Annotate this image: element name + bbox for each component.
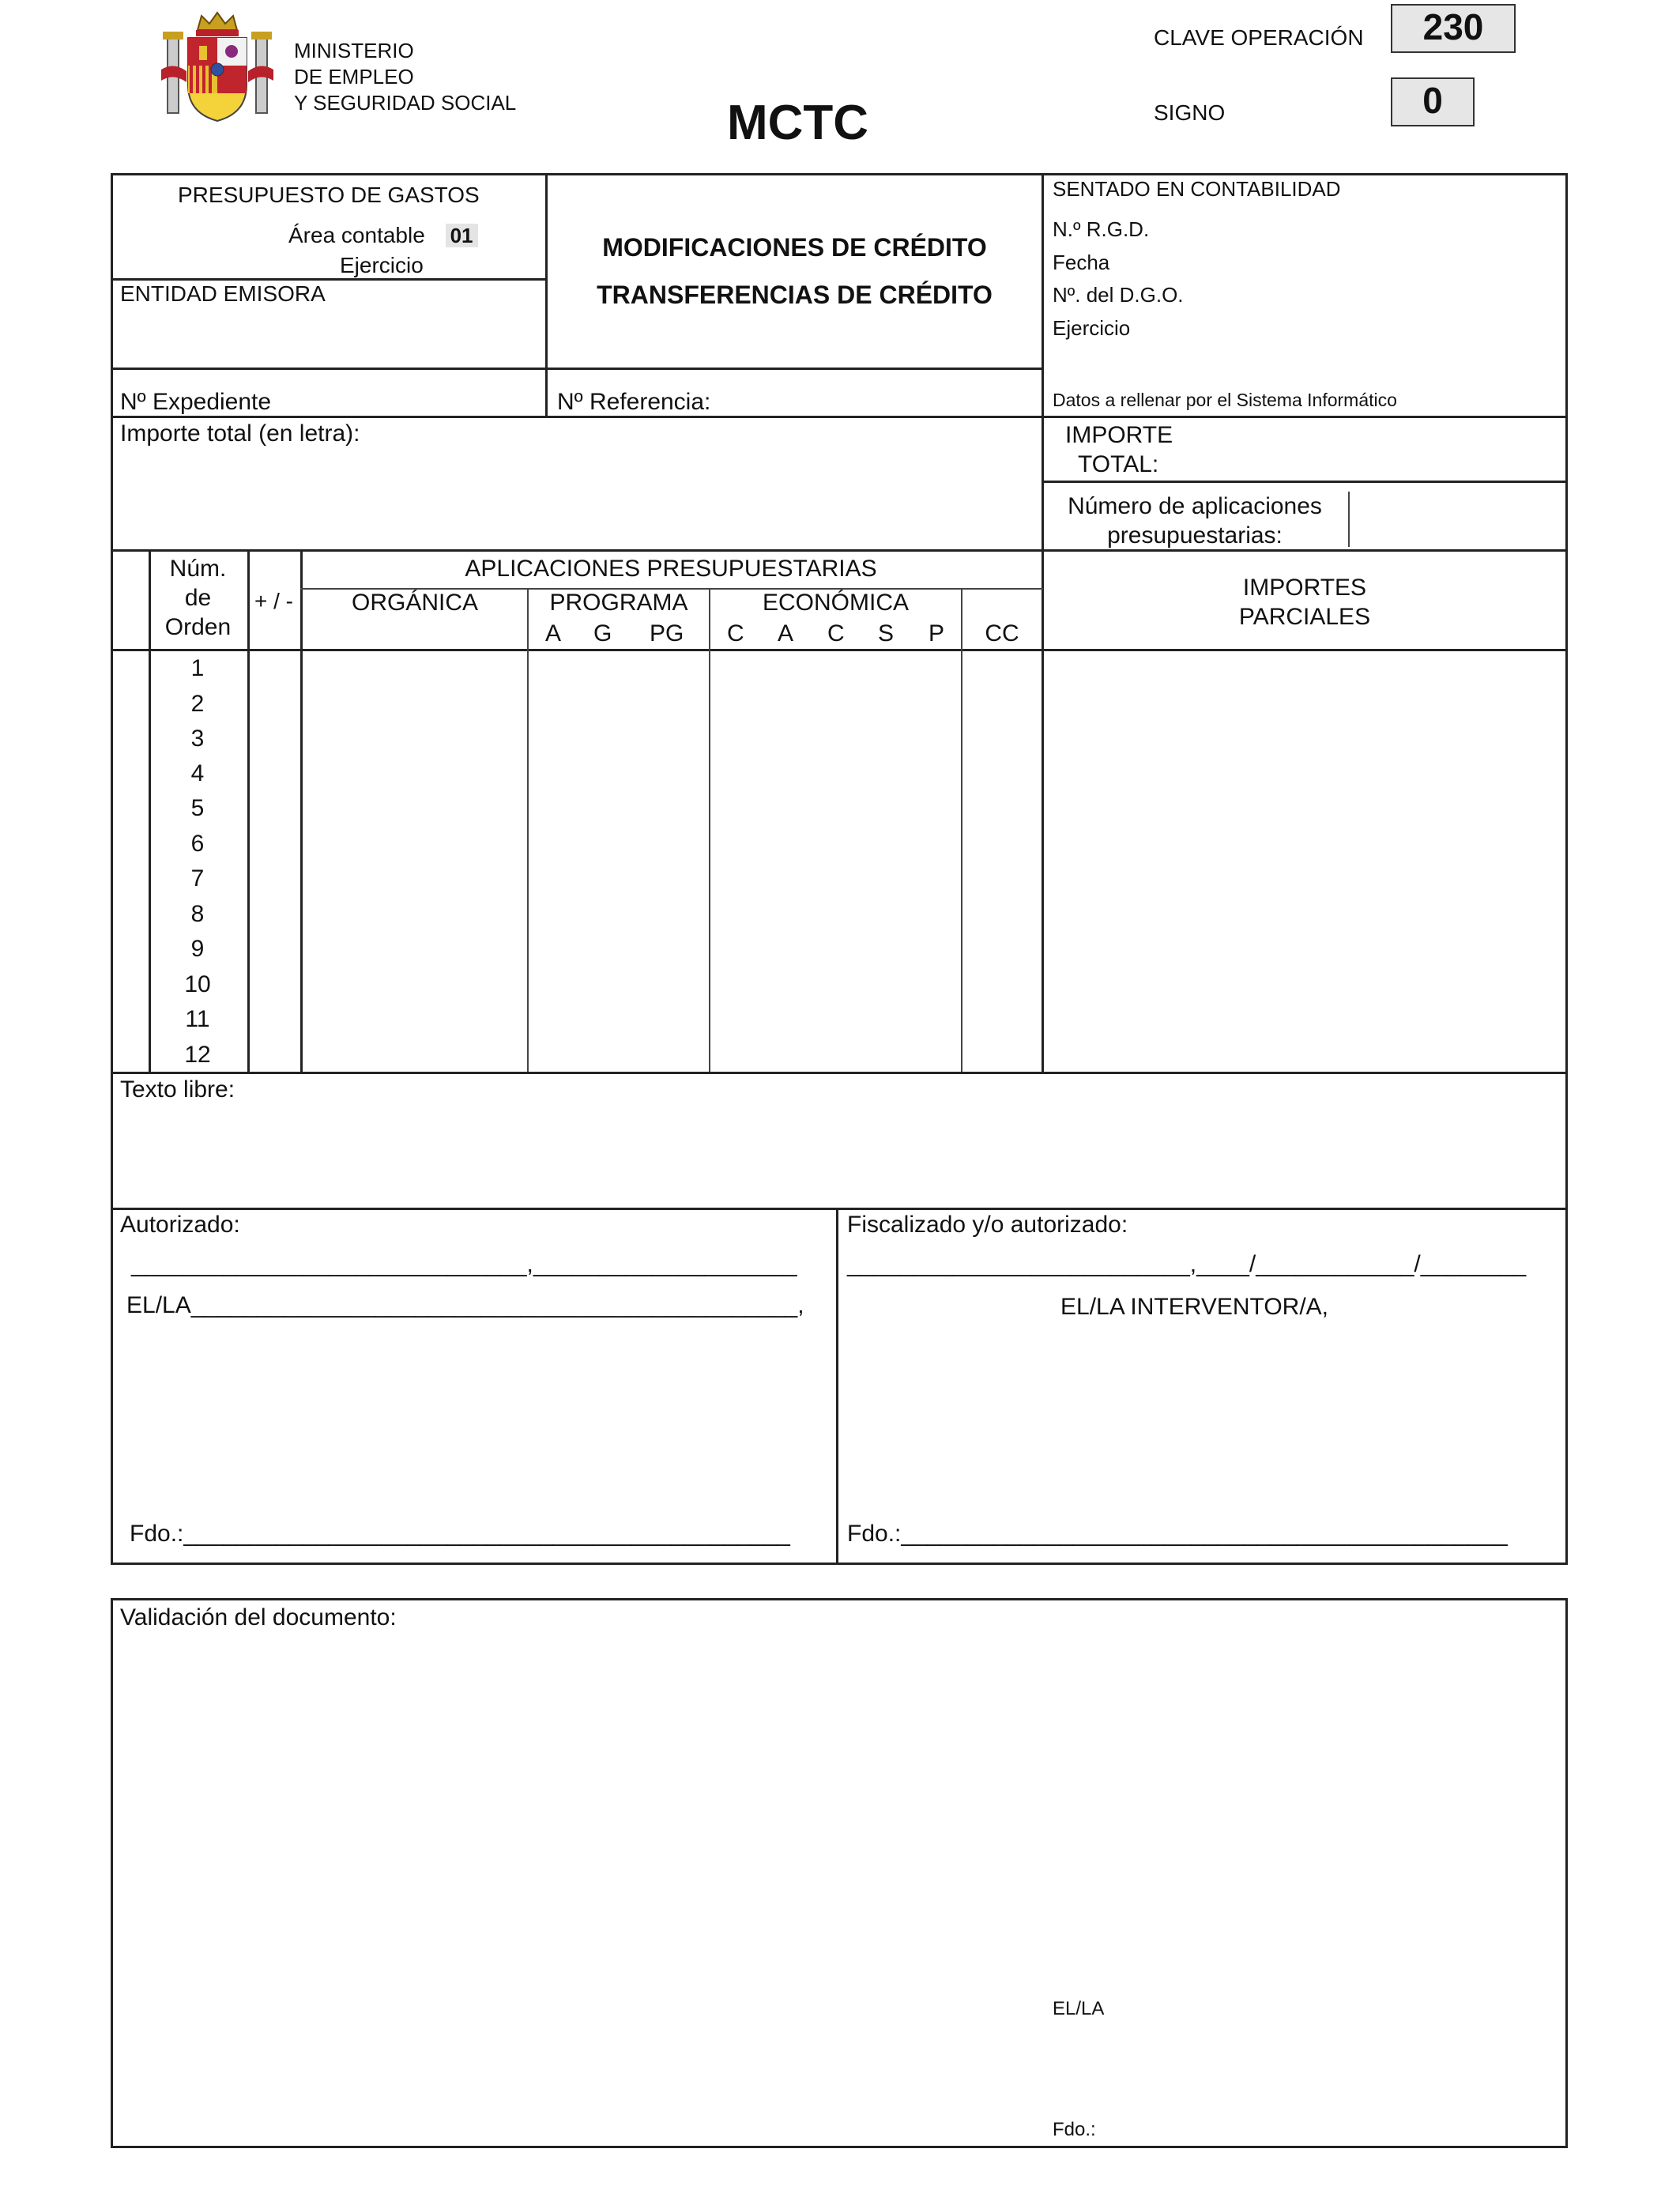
importe-total-label-2: TOTAL: bbox=[1078, 451, 1159, 477]
validacion-box bbox=[111, 1598, 1568, 2148]
form-code: MCTC bbox=[727, 96, 869, 150]
importes-parciales-header bbox=[1044, 573, 1565, 631]
contabilidad-label: SENTADO EN CONTABILIDAD bbox=[1053, 177, 1341, 201]
prog-sub-a: A bbox=[545, 620, 562, 647]
num-aplicaciones-label-2: presupuestarias: bbox=[1107, 522, 1283, 548]
importe-total-label-1: IMPORTE bbox=[1065, 422, 1173, 448]
order-number-4: 4 bbox=[190, 760, 205, 786]
autorizado-label: Autorizado: bbox=[120, 1212, 240, 1238]
area-contable-label: Área contable bbox=[288, 223, 425, 247]
order-number-2: 2 bbox=[190, 691, 205, 717]
order-number-6: 6 bbox=[190, 831, 205, 857]
referencia-label: Nº Referencia: bbox=[557, 389, 711, 415]
importes-header-2: PARCIALES bbox=[1238, 604, 1371, 630]
eco-sub-s: S bbox=[878, 620, 895, 647]
signo-value[interactable]: 0 bbox=[1391, 77, 1475, 126]
aplicaciones-header: APLICACIONES PRESUPUESTARIAS bbox=[465, 556, 877, 582]
order-number-5: 5 bbox=[190, 795, 205, 821]
eco-sub-c2: C bbox=[827, 620, 845, 647]
fiscalizado-label: Fiscalizado y/o autorizado: bbox=[847, 1212, 1128, 1238]
title-transferencias: TRANSFERENCIAS DE CRÉDITO bbox=[597, 281, 993, 309]
order-number-8: 8 bbox=[190, 901, 205, 927]
order-number-12: 12 bbox=[184, 1042, 211, 1068]
fiscalizado-place-date-line[interactable]: __________________________,____/____________/________ bbox=[847, 1251, 1527, 1277]
ejercicio-label: Ejercicio bbox=[340, 253, 424, 277]
validacion-label: Validación del documento: bbox=[120, 1604, 397, 1630]
eco-sub-p: P bbox=[929, 620, 945, 647]
num-orden-header bbox=[149, 554, 247, 642]
importe-letra-label: Importe total (en letra): bbox=[120, 420, 360, 447]
ministry-line-3: Y SEGURIDAD SOCIAL bbox=[294, 91, 517, 115]
validacion-fdo-label: Fdo.: bbox=[1053, 2119, 1096, 2140]
title-modificaciones: MODIFICACIONES DE CRÉDITO bbox=[602, 233, 987, 262]
organica-header: ORGÁNICA bbox=[351, 590, 479, 616]
order-number-3: 3 bbox=[190, 726, 205, 752]
order-number-1: 1 bbox=[190, 655, 205, 681]
autorizado-ella-line[interactable]: EL/LA______________________________________________, bbox=[126, 1292, 804, 1318]
order-number-7: 7 bbox=[190, 865, 205, 892]
eco-sub-a: A bbox=[778, 620, 794, 647]
ministry-name bbox=[294, 38, 516, 116]
fiscalizado-fdo-line[interactable]: Fdo.:______________________________________________ bbox=[847, 1521, 1508, 1547]
importes-header-1: IMPORTES bbox=[1242, 575, 1367, 601]
validacion-ella-label: EL/LA bbox=[1053, 1998, 1105, 2019]
num-orden-header-2: de bbox=[184, 585, 212, 611]
coat-of-arms-logo bbox=[158, 6, 277, 125]
fecha-label: Fecha bbox=[1053, 251, 1110, 274]
order-number-9: 9 bbox=[190, 936, 205, 962]
ministry-line-1: MINISTERIO bbox=[294, 39, 414, 62]
sign-header: + / - bbox=[254, 589, 293, 613]
entidad-emisora-label: ENTIDAD EMISORA bbox=[120, 281, 326, 306]
area-contable bbox=[288, 223, 478, 248]
order-number-11: 11 bbox=[185, 1006, 210, 1032]
texto-libre-area[interactable] bbox=[119, 1110, 1561, 1205]
expediente-label: Nº Expediente bbox=[120, 389, 272, 415]
sistema-informatico-note: Datos a rellenar por el Sistema Informático bbox=[1053, 390, 1397, 410]
prog-sub-pg: PG bbox=[650, 620, 684, 647]
eco-sub-c: C bbox=[727, 620, 744, 647]
order-number-10: 10 bbox=[184, 971, 211, 997]
clave-operacion-label: CLAVE OPERACIÓN bbox=[1154, 25, 1364, 50]
economica-header: ECONÓMICA bbox=[762, 590, 909, 616]
programa-header: PROGRAMA bbox=[549, 590, 688, 616]
prog-sub-g: G bbox=[593, 620, 612, 647]
signo-label: SIGNO bbox=[1154, 100, 1226, 125]
num-aplicaciones-label-1: Número de aplicaciones bbox=[1068, 493, 1322, 519]
autorizado-fdo-line[interactable]: Fdo.:______________________________________________ bbox=[130, 1521, 790, 1547]
num-orden-header-1: Núm. bbox=[169, 556, 227, 582]
dgo-label: Nº. del D.G.O. bbox=[1053, 283, 1184, 307]
clave-operacion-value[interactable]: 230 bbox=[1391, 4, 1516, 53]
cc-header: CC bbox=[985, 620, 1019, 647]
rgd-label: N.º R.G.D. bbox=[1053, 217, 1150, 241]
presupuesto-label: PRESUPUESTO DE GASTOS bbox=[178, 183, 480, 207]
interventor-label: EL/LA INTERVENTOR/A, bbox=[1060, 1294, 1329, 1320]
ejercicio-contab-label: Ejercicio bbox=[1053, 316, 1131, 340]
num-orden-header-3: Orden bbox=[164, 614, 232, 640]
area-contable-value[interactable]: 01 bbox=[446, 224, 478, 247]
ministry-line-2: DE EMPLEO bbox=[294, 65, 414, 89]
texto-libre-label: Texto libre: bbox=[120, 1076, 235, 1103]
autorizado-place-date-line[interactable]: ______________________________,____________________ bbox=[131, 1251, 797, 1277]
